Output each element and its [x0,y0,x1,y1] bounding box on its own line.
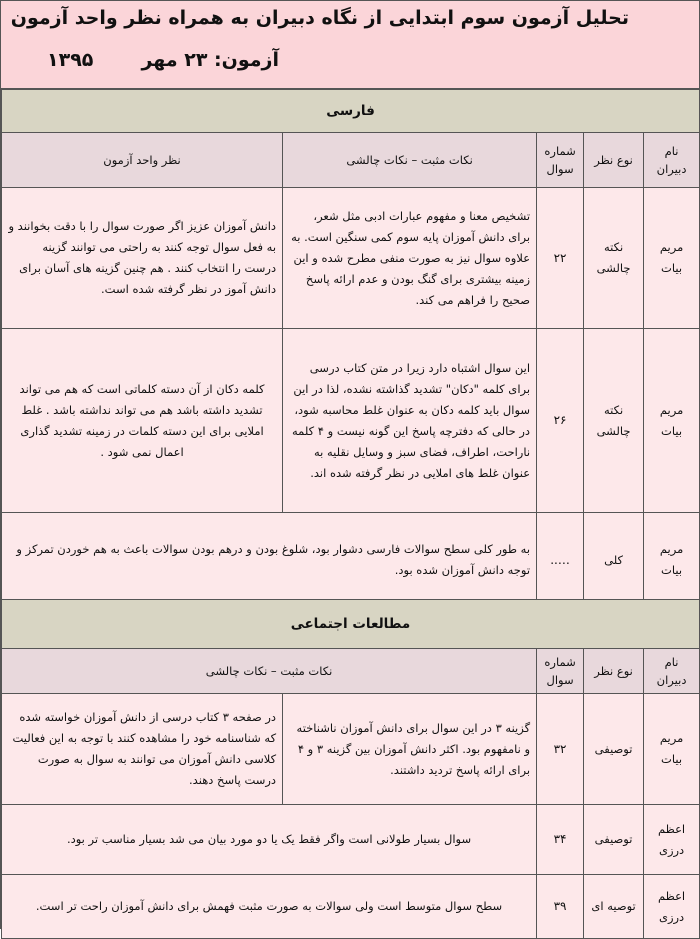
comment-type: توصیه ای [584,875,644,939]
comment-type: نکته چالشی [584,188,644,329]
comment-type: توصیفی [584,805,644,875]
points-text: به طور کلی سطح سوالات فارسی دشوار بود، شلوغ بودن و درهم بودن سوالات باعث به هم خوردن تمرکز و توجه دانش آموزان شده بود. [2,513,537,608]
social-section-header [2,600,700,649]
farsi-column-headers [2,133,700,188]
exam-date: آزمون: ۲۳ مهر [141,49,279,71]
report-title: تحلیل آزمون سوم ابتدایی از نگاه دبیران به همراه نظر واحد آزمون [10,7,629,29]
question-number: ….. [537,513,584,608]
teacher-name: مریم بیات [644,329,700,513]
table-row [2,329,700,513]
question-number: ۳۹ [537,875,584,939]
col-qnum: شماره سوال [537,649,584,694]
question-number: ۲۶ [537,329,584,513]
comment-type: توصیفی [584,694,644,805]
table-row [2,694,700,805]
col-points: نکات مثبت – نکات چالشی [283,133,537,188]
question-number: ۲۲ [537,188,584,329]
teacher-name: مریم بیات [644,694,700,805]
opinion-text: در صفحه ۳ کتاب درسی از دانش آموزان خواسته شده که شناسنامه خود را مشاهده کنند با توجه به این فعالیت کلاسی دانش آموزان می توانند به سوال به صورت درست پاسخ دهند. [2,694,283,805]
social-column-headers [2,649,700,694]
comment-type: کلی [584,513,644,608]
col-type: نوع نظر [584,649,644,694]
col-teacher: نام دبیران [644,649,700,694]
report-header [1,1,699,89]
table-row [2,188,700,329]
col-opinion: نظر واحد آزمون [2,133,283,188]
points-text: سطح سوال متوسط است ولی سوالات به صورت مثبت فهمش برای دانش آموزان راحت تر است. [2,875,537,939]
col-teacher: نام دبیران [644,133,700,188]
farsi-section-title: فارسی [2,90,700,133]
teacher-name: مریم بیات [644,513,700,608]
question-number: ۳۴ [537,805,584,875]
farsi-section-header [2,90,700,133]
col-qnum: شماره سوال [537,133,584,188]
opinion-text: دانش آموزان عزیز اگر صورت سوال را با دقت بخوانند و به فعل سوال توجه کنند به راحتی می توانند گزینه درست را انتخاب کنند . هم چنین گزینه های آسان برای دانش آموز در نظر گرفته شده است. [2,188,283,329]
teacher-name: اعظم درزی [644,805,700,875]
question-number: ۳۲ [537,694,584,805]
points-text: تشخیص معنا و مفهوم عبارات ادبی مثل شعر، برای دانش آموزان پایه سوم کمی سنگین است. به علاوه سوال نیز به صورت منفی مطرح شده و این زمینه بیشتری برای گنگ بودن و عدم ارائه پاسخ صحیح را فراهم می کند. [283,188,537,329]
points-text: سوال بسیار طولانی است واگر فقط یک یا دو مورد بیان می شد بسیار مناسب تر بود. [2,805,537,875]
points-text: این سوال اشتباه دارد زیرا در متن کتاب درسی برای کلمه "دکان" تشدید گذاشته نشده، لذا در این سوال باید کلمه دکان به عنوان غلط محاسبه شود، در حالی که دفترچه پاسخ این گونه نیست و ۴ کلمه ناراحت، اطراف، فضای سبز و وسایل نقلیه به عنوان غلط های املایی در نظر گرفته شده اند. [283,329,537,513]
social-table [1,599,700,939]
col-points: نکات مثبت – نکات چالشی [2,649,537,694]
opinion-text: کلمه دکان از آن دسته کلماتی است که هم می تواند تشدید داشته باشد هم می تواند نداشته باشد . غلط املایی برای این دسته کلمات در زمینه تشدید گذاری اعمال نمی شود . [2,329,283,513]
table-row [2,513,700,608]
col-type: نوع نظر [584,133,644,188]
teacher-name: اعظم درزی [644,875,700,939]
exam-year: ۱۳۹۵ [47,49,94,71]
social-section-title: مطالعات اجتماعی [2,600,700,649]
comment-type: نکته چالشی [584,329,644,513]
table-row [2,805,700,875]
teacher-name: مریم بیات [644,188,700,329]
points-text: گزینه ۳ در این سوال برای دانش آموزان ناشناخته و نامفهوم بود. اکثر دانش آموزان بین گزینه ۳ و ۴ برای ارائه پاسخ تردید داشتند. [283,694,537,805]
farsi-table [1,89,700,608]
